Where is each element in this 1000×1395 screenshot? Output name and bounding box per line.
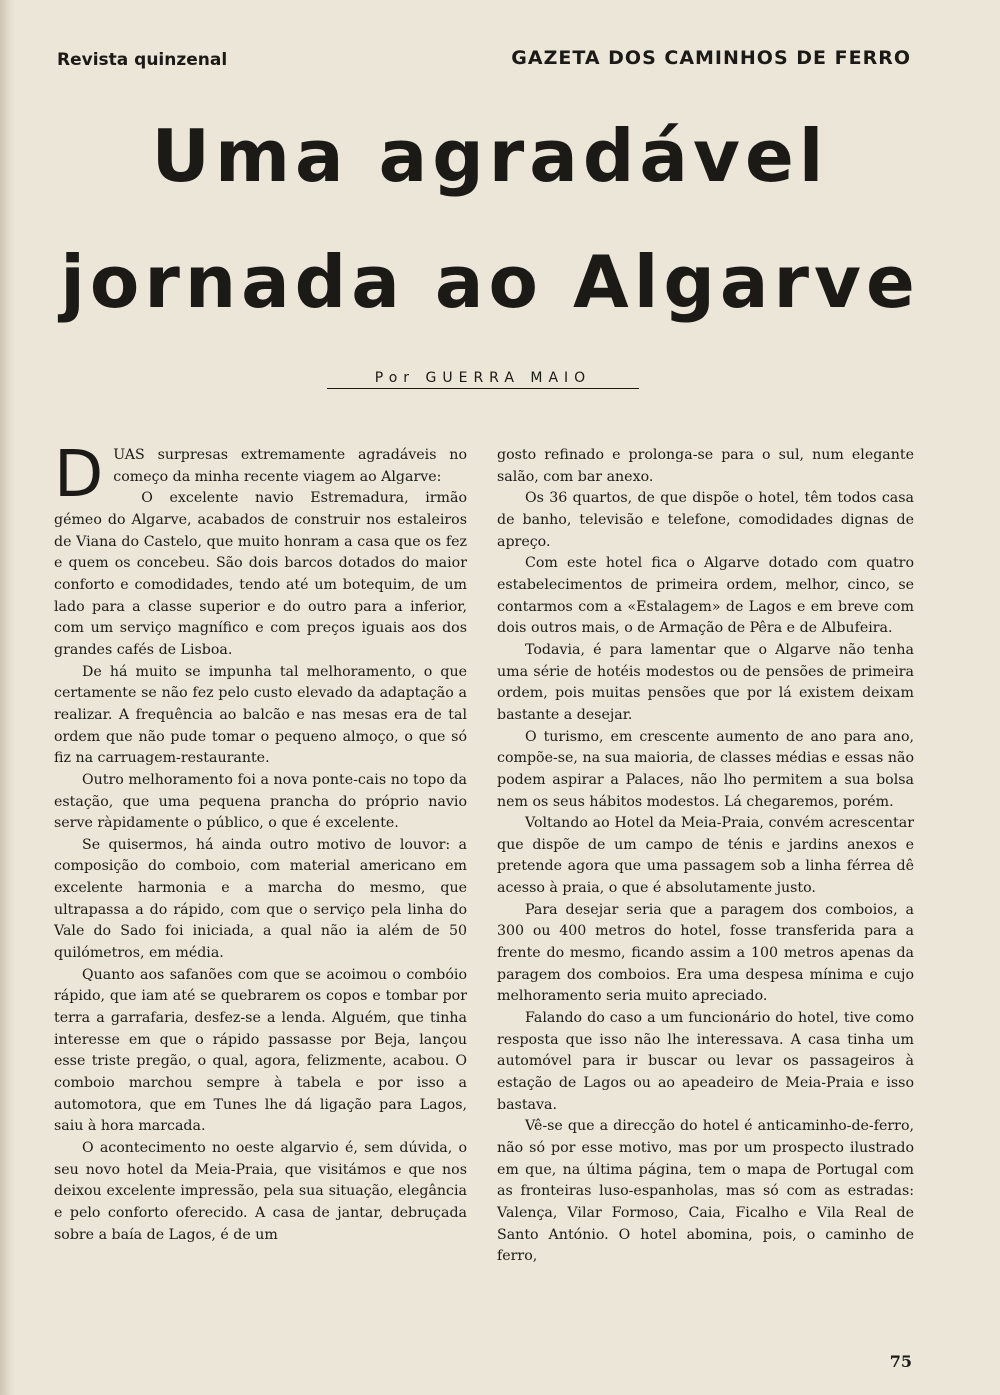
article-paragraph: O acontecimento no oeste algarvio é, sem dúvida, o seu novo hotel da Meia-Praia, que visitámos e que nos deixou excelente impressão, pela sua situação, elegância e pelo conforto oferecido. A casa de jantar, debruçada sobre a baía de Lagos, é de um <box>54 1140 467 1243</box>
article-column-right <box>497 445 914 1268</box>
article-paragraph: Outro melhoramento foi a nova ponte-cais no topo da estação, que uma pequena prancha do próprio navio serve ràpidamente o público, o que é excelente. <box>54 771 467 832</box>
article-paragraph: Se quisermos, há ainda outro motivo de louvor: a composição do comboio, com material americano em excelente harmonia e a marcha do mesmo, que ultrapassa a do rápido, com que o serviço pela linha do Vale do Sado foi iniciada, a qual não ia além de 50 quilómetros, em média. <box>54 836 467 962</box>
header-journal-name: GAZETA DOS CAMINHOS DE FERRO <box>511 47 911 69</box>
article-paragraph: Todavia, é para lamentar que o Algarve não tenha uma série de hotéis modestos ou de pensões de primeira ordem, pois muitas pensões que por lá existem deixam bastante a desejar. <box>497 641 914 723</box>
article-paragraph: De há muito se impunha tal melhoramento, o que certamente se não fez pelo custo elevado da adaptação a realizar. A frequência ao balcão e nas mesas era de tal ordem que não pude tomar o pequeno almoço, o que só fiz na carruagem-restaurante. <box>54 663 467 767</box>
article-paragraph: O excelente navio Estremadura, irmão gémeo do Algarve, acabados de construir nos estaleiros de Viana do Castelo, que muito honram a casa que os fez e quem os concebeu. São dois barcos dotados do maior conforto e comodidades, tendo até um botequim, de um lado para a classe superior e do outro para a inferior, com um serviço magnífico e com preços iguais aos dos grandes cafés de Lisboa. <box>54 490 467 658</box>
article-paragraph: Vê-se que a direcção do hotel é anticaminho-de-ferro, não só por esse motivo, mas por um prospecto ilustrado em que, na última página, tem o mapa de Portugal com as fronteiras luso-espanholas, mas só com as estradas: Valença, Vilar Formoso, Caia, Ficalho e Vila Real de Santo António. O hotel abomina, pois, o caminho de ferro, <box>497 1118 914 1265</box>
binding-gutter <box>0 0 16 1395</box>
article-column-left <box>54 438 467 1246</box>
article-paragraph: Quanto aos safanões com que se acoimou o combóio rápido, que iam até se quebrarem os copos e tombar por terra a garrafaria, desfez-se a lenda. Alguém, que tinha interesse em que o rápido passasse por Beja, lançou esse triste pregão, o qual, agora, felizmente, acabou. O comboio marchou sempre à tabela e por isso a automotora, que em Tunes lhe dá ligação para Lagos, saiu à hora marcada. <box>54 966 467 1135</box>
article-paragraph: Com este hotel fica o Algarve dotado com quatro estabelecimentos de primeira ordem, melhor, cinco, se contarmos com a «Estalagem» de Lagos e em breve com dois outros mais, o de Armação de Pêra e de Albufeira. <box>497 555 914 637</box>
article-byline: Por GUERRA MAIO <box>327 370 639 389</box>
article-paragraph: O turismo, em crescente aumento de ano para ano, compõe-se, na sua maioria, de classes médias e essas não podem aspirar a Palaces, não lho permitem a sua bolsa nem os seus hábitos modestos. Lá chegaremos, porém. <box>497 728 914 810</box>
article-paragraph: Voltando ao Hotel da Meia-Praia, convém acrescentar que dispõe de um campo de ténis e jardins anexos e pretende agora que uma passagem sob a linha férrea dê acesso à praia, o que é absolutamente justo. <box>497 815 914 897</box>
article-paragraph: DUAS surpresas extremamente agradáveis no começo da minha recente viagem ao Algarve: <box>54 438 467 512</box>
article-paragraph: gosto refinado e prolonga-se para o sul, num elegante salão, com bar anexo. <box>497 447 914 485</box>
article-paragraph: Falando do caso a um funcionário do hotel, tive como resposta que isso não lhe interessava. A casa tinha um automóvel para ir buscar ou levar os passageiros à estação de Lagos ou ao apeadeiro de Meia-Praia e isso bastava. <box>497 1010 914 1113</box>
page-number: 75 <box>889 1352 912 1371</box>
article-title-line-1: Uma agradável <box>151 114 829 198</box>
article-title-line-2: jornada ao Algarve <box>60 240 920 324</box>
article-paragraph: Os 36 quartos, de que dispõe o hotel, têm todos casa de banho, televisão e telefone, comodidades dignas de apreço. <box>497 490 914 550</box>
article-paragraph: Para desejar seria que a paragem dos comboios, a 300 ou 400 metros do hotel, fosse transferida para a frente do mesmo, ficando assim a 100 metros apenas da paragem dos comboios. Era uma despesa mínima e cujo melhoramento seria muito apreciado. <box>497 901 914 1005</box>
drop-cap: D <box>54 438 104 512</box>
header-periodicity: Revista quinzenal <box>57 50 228 70</box>
